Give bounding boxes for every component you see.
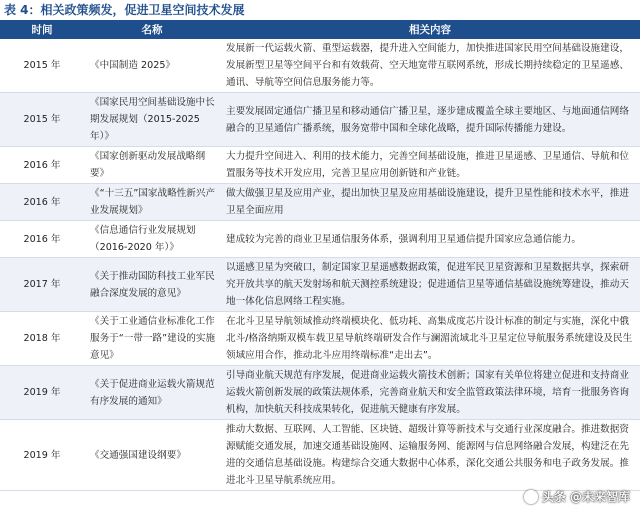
table-row [0,221,640,258]
row-content: 建成较为完善的商业卫星通信服务体系，强调利用卫星通信提升国家应急通信能力。 [220,221,640,258]
row-name: 《信息通信行业发展规划（2016-2020 年）》 [84,221,220,258]
table-title: 表 4：相关政策频发，促进卫星空间技术发展 [4,3,245,17]
table-row [0,312,640,366]
table-row [0,366,640,420]
table-row [0,184,640,221]
table-row [0,420,640,491]
table-row [0,147,640,184]
policy-table [0,20,640,491]
row-name: 《关于促进商业运载火箭规范有序发展的通知》 [84,366,220,420]
row-content: 以遥感卫星为突破口，制定国家卫星遥感数据政策，促进军民卫星资源和卫星数据共享，探索研究开放共享的航天发射场和航天测控系统建设；促进通信卫星等通信基础设施统筹建设，推动天地一体化信息网络工程实施。 [220,258,640,312]
row-name: 《中国制造 2025》 [84,39,220,93]
row-year: 2018 年 [0,312,84,366]
table-row [0,39,640,93]
row-name: 《交通强国建设纲要》 [84,420,220,491]
row-content: 推动大数据、互联网、人工智能、区块链、超级计算等新技术与交通行业深度融合。推进数据资源赋能交通发展，加速交通基础设施网、运输服务网、能源网与信息网络融合发展，构建泛在先进的交通信息基础设施。构建综合交通大数据中心体系，深化交通公共服务和电子政务发展。推进北斗卫星导航系统应用。 [220,420,640,491]
row-year: 2019 年 [0,366,84,420]
table-header-row [0,20,640,39]
row-name: 《国家民用空间基础设施中长期发展规划（2015-2025 年）》 [84,93,220,147]
row-name: 《国家创新驱动发展战略纲要》 [84,147,220,184]
header-time: 时间 [0,20,84,39]
table-row [0,93,640,147]
row-year: 2016 年 [0,147,84,184]
row-content: 做大做强卫星及应用产业，提出加快卫星及应用基础设施建设，提升卫星性能和技术水平，推进卫星全面应用 [220,184,640,221]
row-year: 2016 年 [0,184,84,221]
watermark-logo-icon [524,490,538,504]
watermark [524,488,630,505]
row-year: 2016 年 [0,221,84,258]
row-name: 《关于工业通信业标准化工作服务于“一带一路”建设的实施意见》 [84,312,220,366]
row-content: 在北斗卫星导航领域推动终端模块化、低功耗、高集成度芯片设计标准的制定与实施，深化中俄北斗/格洛纳斯双模车载卫星导航终端研发合作与澜湄流域北斗卫星定位导航服务系统建设及民生领域应用合作，推动北斗应用终端标准“走出去”。 [220,312,640,366]
row-content: 大力提升空间进入、利用的技术能力，完善空间基础设施，推进卫星遥感、卫星通信、导航和位置服务等技术开发应用，完善卫星应用创新链和产业链。 [220,147,640,184]
row-year: 2015 年 [0,93,84,147]
row-name: 《“十三五”国家战略性新兴产业发展规划》 [84,184,220,221]
row-content: 引导商业航天规范有序发展，促进商业运载火箭技术创新；国家有关单位将建立促进和支持商业运载火箭创新发展的政策法规体系，完善商业航天和安全监管政策法律环境，培育一批服务咨询机构，加快航天科技成果转化，促进航天健康有序发展。 [220,366,640,420]
row-year: 2015 年 [0,39,84,93]
row-year: 2017 年 [0,258,84,312]
table-row [0,258,640,312]
row-year: 2019 年 [0,420,84,491]
header-name: 名称 [84,20,220,39]
row-content: 发展新一代运载火箭、重型运载器，提升进入空间能力，加快推进国家民用空间基础设施建设，发展新型卫星等空间平台和有效载荷、空天地宽带互联网系统，形成长期持续稳定的卫星遥感、通讯、导航等空间信息服务能力等。 [220,39,640,93]
header-content: 相关内容 [220,20,640,39]
watermark-text: 头条 @未来智库 [541,490,630,504]
row-content: 主要发展固定通信广播卫星和移动通信广播卫星，逐步建成覆盖全球主要地区、与地面通信网络融合的卫星通信广播系统，服务宽带中国和全球化战略，提升国际传播能力建设。 [220,93,640,147]
row-name: 《关于推动国防科技工业军民融合深度发展的意见》 [84,258,220,312]
